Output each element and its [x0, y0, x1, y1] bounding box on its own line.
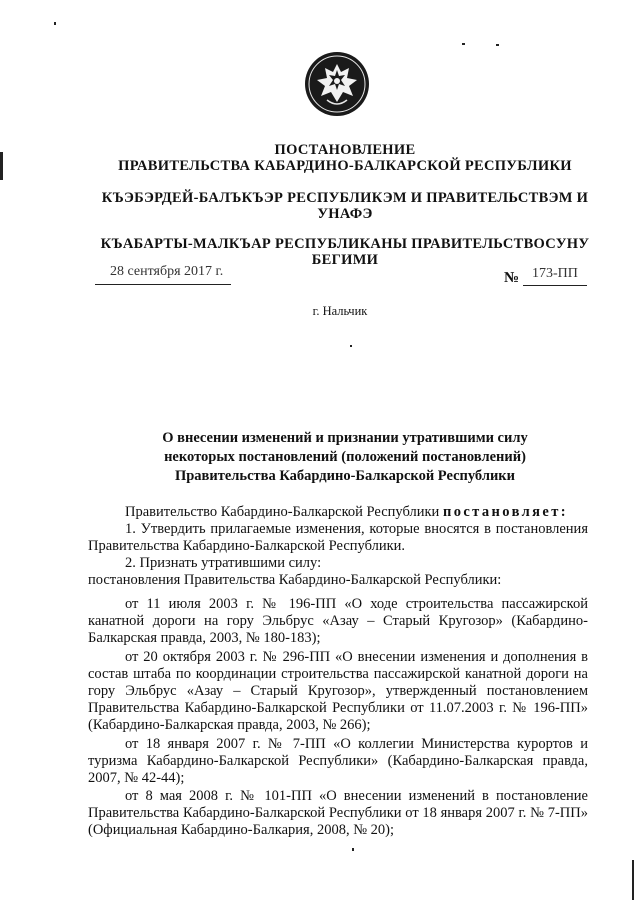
scan-speck [462, 43, 465, 45]
title-line-2: некоторых постановлений (положений постановлений) [164, 449, 526, 465]
resolutions-intro-paragraph [88, 572, 588, 589]
preamble-text: Правительство Кабардино-Балкарской Республики [125, 504, 443, 520]
binding-mark [0, 152, 3, 180]
doc-type-heading: ПОСТАНОВЛЕНИЕ [274, 142, 416, 158]
resolution-7-paragraph [88, 736, 588, 787]
resolution-296-text: от 20 октября 2003 г. № 296-ПП «О внесении изменения и дополнения в состав штаба по координации строительства пассажирской канатной дороги на гору Эльбрус «Азау – Старый Кругозор», утвержденный постановлением Правительства Кабардино-Балкарской Республики от 11.07.2003 г. № 196-ПП» (Кабардино-Балкарская правда, 2003, № 266); [88, 649, 588, 733]
document-date: 28 сентября 2017 г. [110, 264, 224, 279]
number-underline [523, 285, 587, 286]
scan-speck [352, 848, 354, 851]
document-number: 173-ПП [532, 266, 578, 281]
resolution-196-paragraph [88, 596, 588, 647]
resolves-verb: постановляет: [442, 504, 568, 520]
item-2-paragraph [88, 555, 588, 572]
resolution-7-text: от 18 января 2007 г. № 7-ПП «О коллегии Министерства курортов и туризма Кабардино-Балкарской Республики» (Кабардино-Балкарская правда, 2007, № 42-44); [88, 736, 588, 786]
date-underline [95, 284, 231, 285]
number-sign: № [504, 270, 520, 286]
title-line-1: О внесении изменений и признании утратившими силу [162, 430, 528, 446]
item-2-text: 2. Признать утратившими силу: [125, 555, 322, 571]
title-line-3: Правительства Кабардино-Балкарской Республики [174, 468, 516, 484]
city-name: г. Нальчик [312, 304, 368, 318]
preamble-paragraph [88, 504, 588, 521]
resolution-296-paragraph [88, 649, 588, 734]
scan-speck [54, 22, 56, 25]
document-title [110, 429, 580, 486]
resolution-196-text: от 11 июля 2003 г. № 196-ПП «О ходе строительства пассажирской канатной дороги на гору Эльбрус «Азау – Старый Кругозор» (Кабардино-Балкарская правда, 2003, № 180-183); [88, 596, 588, 646]
kabardian-heading-line2: УНАФЭ [317, 206, 373, 222]
scan-speck [496, 44, 499, 46]
item-1-paragraph [88, 521, 588, 555]
kabardian-heading-line1: КЪЭБЭРДЕЙ-БАЛЪКЪЭР РЕСПУБЛИКЭМ И ПРАВИТЕЛЬСТВЭМ И [101, 190, 589, 206]
scan-speck [350, 345, 352, 347]
resolutions-intro-text: постановления Правительства Кабардино-Балкарской Республики: [88, 572, 502, 588]
balkar-heading-line2: БЕГИМИ [311, 252, 379, 268]
page-edge-shadow [632, 860, 634, 900]
balkar-heading-line1: КЪАБАРТЫ-МАЛКЪАР РЕСПУБЛИКАНЫ ПРАВИТЕЛЬСТВОСУНУ [100, 236, 590, 252]
resolution-101-text: от 8 мая 2008 г. № 101-ПП «О внесении изменений в постановление Правительства Кабардино-Балкарской Республики от 18 января 2007 г. № 7-ПП» (Официальная Кабардино-Балкария, 2008, № 20); [88, 788, 588, 838]
item-1-text: 1. Утвердить прилагаемые изменения, которые вносятся в постановления Правительства Кабардино-Балкарской Республики. [88, 521, 588, 554]
government-name-heading: ПРАВИТЕЛЬСТВА КАБАРДИНО-БАЛКАРСКОЙ РЕСПУБЛИКИ [118, 158, 572, 174]
coat-of-arms-emblem [303, 50, 371, 118]
resolution-101-paragraph [88, 788, 588, 839]
